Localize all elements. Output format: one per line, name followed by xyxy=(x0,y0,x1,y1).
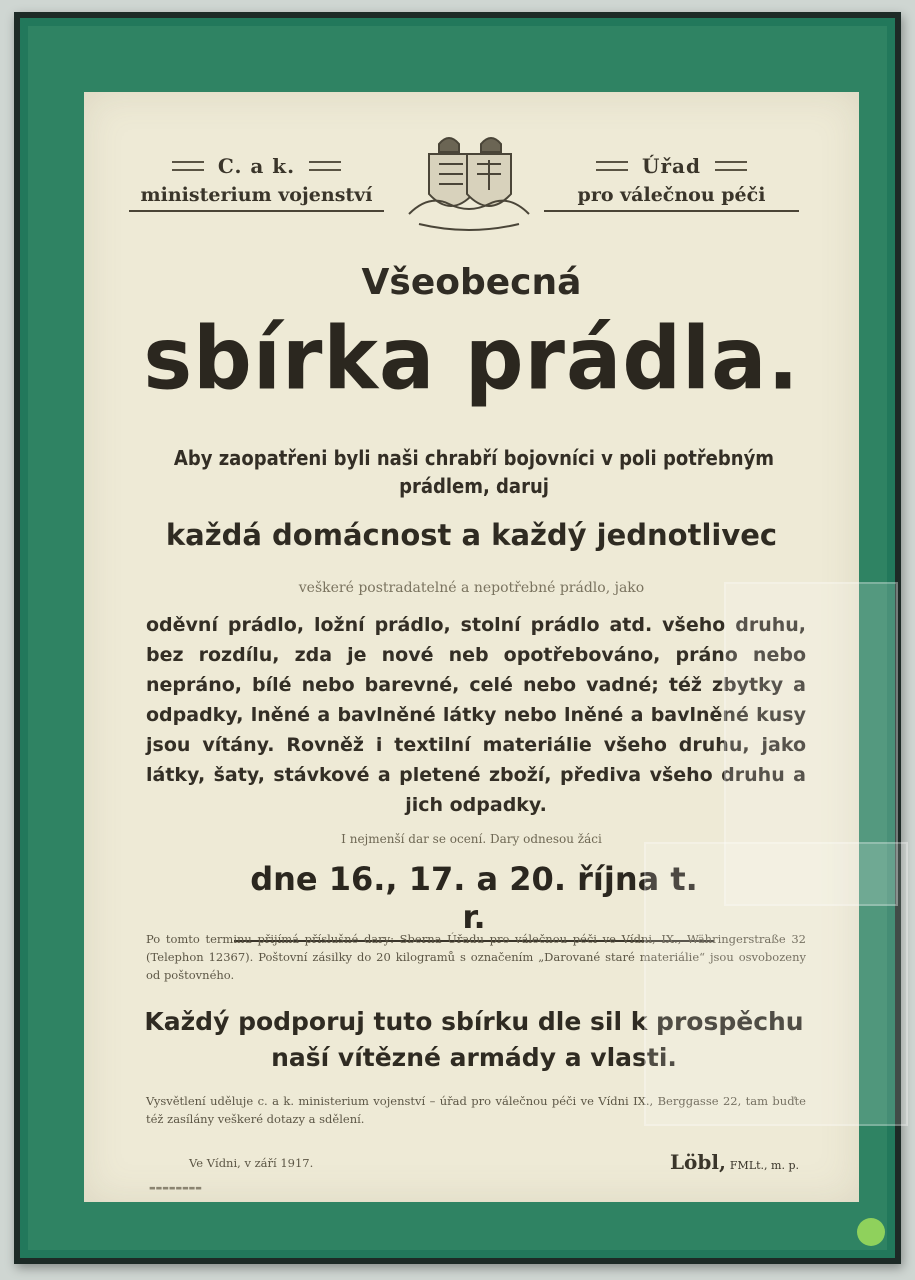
note-text: I nejmenší dar se ocení. Dary odnesou žáci xyxy=(341,832,602,846)
dash-ornament xyxy=(172,161,204,171)
place-date: Ve Vídni, v září 1917. xyxy=(189,1156,314,1170)
collection-date: dne 16., 17. a 20. října t. r. xyxy=(234,860,714,942)
headline: každá domácnost a každý jednotlivec xyxy=(165,518,778,552)
dash-ornament xyxy=(309,161,341,171)
fine-print: Po tomto terminu přijímá příslušné dary: Sberna Úřadu pro válečnou péči ve Vídni, IX., Währingerstraße 32 (Telephon 12367). Poštovní zásilky do 20 kilogramů s označením „Darované staré materiálie“ jsou osvobozeny od poštovného. xyxy=(146,932,806,982)
header-right xyxy=(544,154,799,212)
green-sticker xyxy=(857,1218,885,1246)
glass-reflection xyxy=(644,842,908,1126)
intro-text: Aby zaopatřeni byli naši chrabří bojovníci v poli potřebným prádlem, daruj xyxy=(173,446,775,498)
coat-of-arms-emblem xyxy=(399,124,539,236)
header-right-line2: pro válečnou péči xyxy=(544,184,799,212)
dash-ornament xyxy=(715,161,747,171)
header-left-line2: ministerium vojenství xyxy=(129,184,384,212)
header-left-line1: C. a k. xyxy=(217,154,296,178)
appeal-text: Každý podporuj tuto sbírku dle sil k prospěchu naší vítězné armády a vlasti. xyxy=(144,1007,804,1072)
title-small: Všeobecná xyxy=(361,262,582,303)
title-large: sbírka prádla. xyxy=(143,309,800,410)
signature-rank: FMLt., m. p. xyxy=(729,1159,799,1172)
signature xyxy=(670,1150,799,1174)
header-right-line1: Úřad xyxy=(642,154,701,178)
signature-name: Löbl, xyxy=(669,1150,726,1174)
subline: veškeré postradatelné a nepotřebné prádlo, jako xyxy=(298,580,645,596)
printer-imprint: ▬▬▬▬▬▬▬▬ xyxy=(149,1184,202,1192)
header-left xyxy=(129,154,384,212)
fine-print-2: Vysvětlení uděluje c. a k. ministerium vojenství – úřad pro válečnou péči ve Vídni IX., Berggasse 22, tam buďte též zasílány veškeré dotazy a sdělení. xyxy=(146,1094,806,1126)
dash-ornament xyxy=(596,161,628,171)
body-text: oděvní prádlo, ložní prádlo, stolní prádlo atd. všeho druhu, bez rozdílu, zda je nové neb opotřebováno, práno nebo nepráno, bílé nebo barevné, celé nebo vadné; též zbytky a odpadky, lněné a bavlněné látky nebo lněné a bavlněné kusy jsou vítány. Rovněž i textilní materiálie všeho druhu, jako látky, šaty, stávkové a pletené zboží, přediva všeho druhu a jich odpadky. xyxy=(146,614,806,816)
poster xyxy=(84,92,859,1202)
picture-frame xyxy=(14,12,901,1264)
